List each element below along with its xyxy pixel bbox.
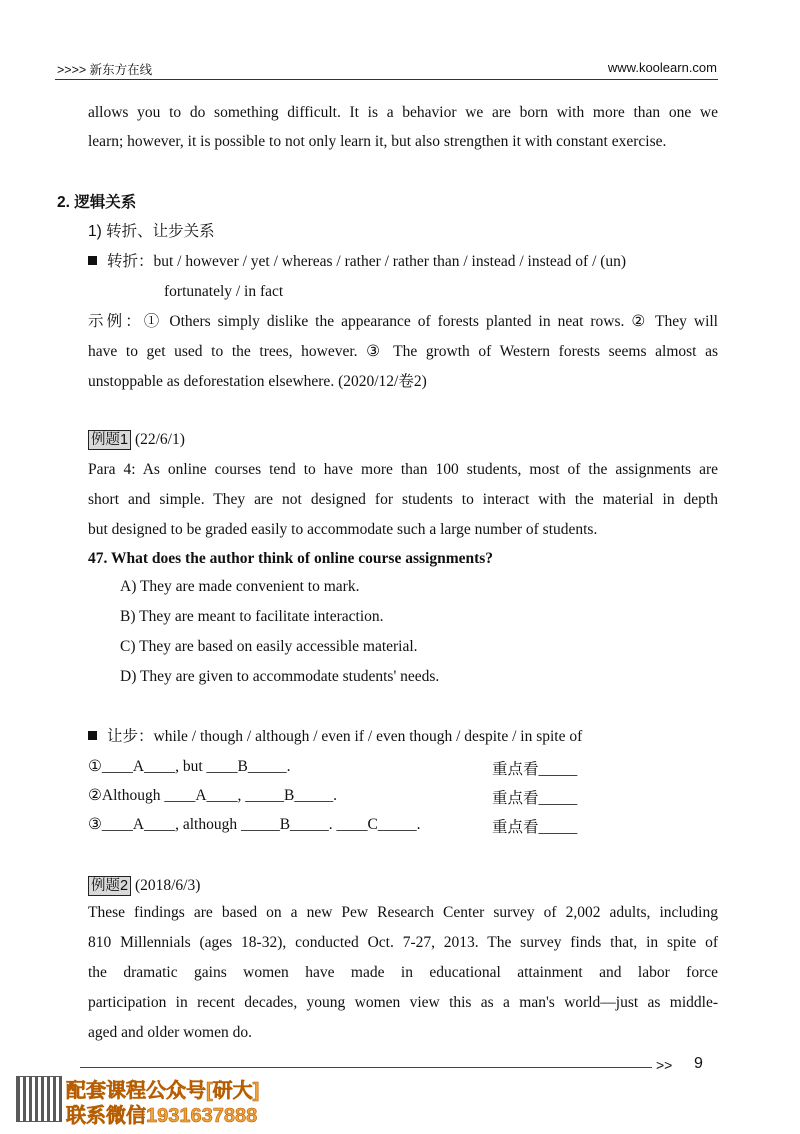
example1-para-line-3: but designed to be graded easily to accommodate such a large number of students. [88, 521, 598, 538]
example-line-1: 示例：① Others simply dislike the appearance of forests planted in neat rows. ② They will [88, 313, 718, 330]
example-line-3: unstoppable as deforestation elsewhere. (2020/12/卷2) [88, 373, 427, 390]
example2-line-3: the dramatic gains women have made in educational attainment and labor force [88, 964, 718, 981]
concession-words-line [88, 722, 728, 752]
square-bullet-icon [88, 256, 97, 265]
example-line-2: have to get used to the trees, however. ③ The growth of Western forests seems almost as [88, 343, 718, 360]
example2-source: (2018/6/3) [134, 877, 201, 894]
footer-arrow: >> [656, 1057, 673, 1073]
example2-line-4: participation in recent decades, young women view this as a man's world—just as middle- [88, 994, 718, 1011]
example2-line-2: 810 Millennials (ages 18-32), conducted Oct. 7-27, 2013. The survey finds that, in spite of [88, 934, 718, 951]
turn-words-line-2: fortunately / in fact [164, 283, 284, 300]
option-b: B) They are meant to facilitate interaction. [120, 608, 384, 625]
pattern-2: ②Although ____A____, _____B_____. [88, 787, 337, 804]
example1-source: (22/6/1) [134, 431, 185, 448]
intro-line-2: learn; however, it is possible to not only learn it, but also strengthen it with constant exercise. [88, 133, 667, 150]
example2-label: 例题2 [88, 876, 131, 896]
example2-line-5: aged and older women do. [88, 1024, 252, 1041]
example2-line-1: These findings are based on a new Pew Research Center survey of 2,002 adults, including [88, 904, 718, 921]
focus-blank-2: 重点看_____ [492, 790, 578, 807]
example1-label: 例题1 [88, 430, 131, 450]
header-url: www.koolearn.com [607, 60, 717, 75]
intro-line-1: allows you to do something difficult. It is a behavior we are born with more than one we [88, 104, 718, 121]
header-divider [55, 79, 718, 80]
option-a: A) They are made convenient to mark. [120, 578, 360, 595]
turn-words-line [88, 247, 728, 277]
watermark-line-1: 配套课程公众号[研大] [66, 1080, 260, 1102]
square-bullet-icon [88, 731, 97, 740]
header-brand: >>>> 新东方在线 [57, 63, 153, 77]
turn-words-text: 转折：but / however / yet / whereas / rather / rather than / instead / instead of / (un) [107, 253, 627, 270]
qr-code-icon [16, 1076, 62, 1122]
pattern-1: ①____A____, but ____B_____. [88, 758, 291, 775]
question-47: 47. What does the author think of online course assignments? [88, 550, 494, 567]
focus-blank-3: 重点看_____ [492, 819, 578, 836]
footer-divider [80, 1067, 652, 1068]
option-d: D) They are given to accommodate students' needs. [120, 668, 440, 685]
section-title: 2. 逻辑关系 [57, 194, 137, 211]
pattern-3: ③____A____, although _____B_____. ____C_____. [88, 816, 421, 833]
section-subtitle: 1) 转折、让步关系 [88, 223, 215, 240]
watermark-line-2: 联系微信1931637888 [66, 1105, 258, 1127]
concession-words-text: 让步：while / though / although / even if / even though / despite / in spite of [107, 728, 583, 745]
example2-header [88, 876, 200, 896]
example1-para-line-2: short and simple. They are not designed for students to interact with the material in depth [88, 491, 718, 508]
example1-para-line-1: Para 4: As online courses tend to have more than 100 students, most of the assignments are [88, 461, 718, 478]
example1-header [88, 430, 185, 450]
focus-blank-1: 重点看_____ [492, 761, 578, 778]
option-c: C) They are based on easily accessible material. [120, 638, 418, 655]
page-number: 9 [694, 1055, 703, 1072]
